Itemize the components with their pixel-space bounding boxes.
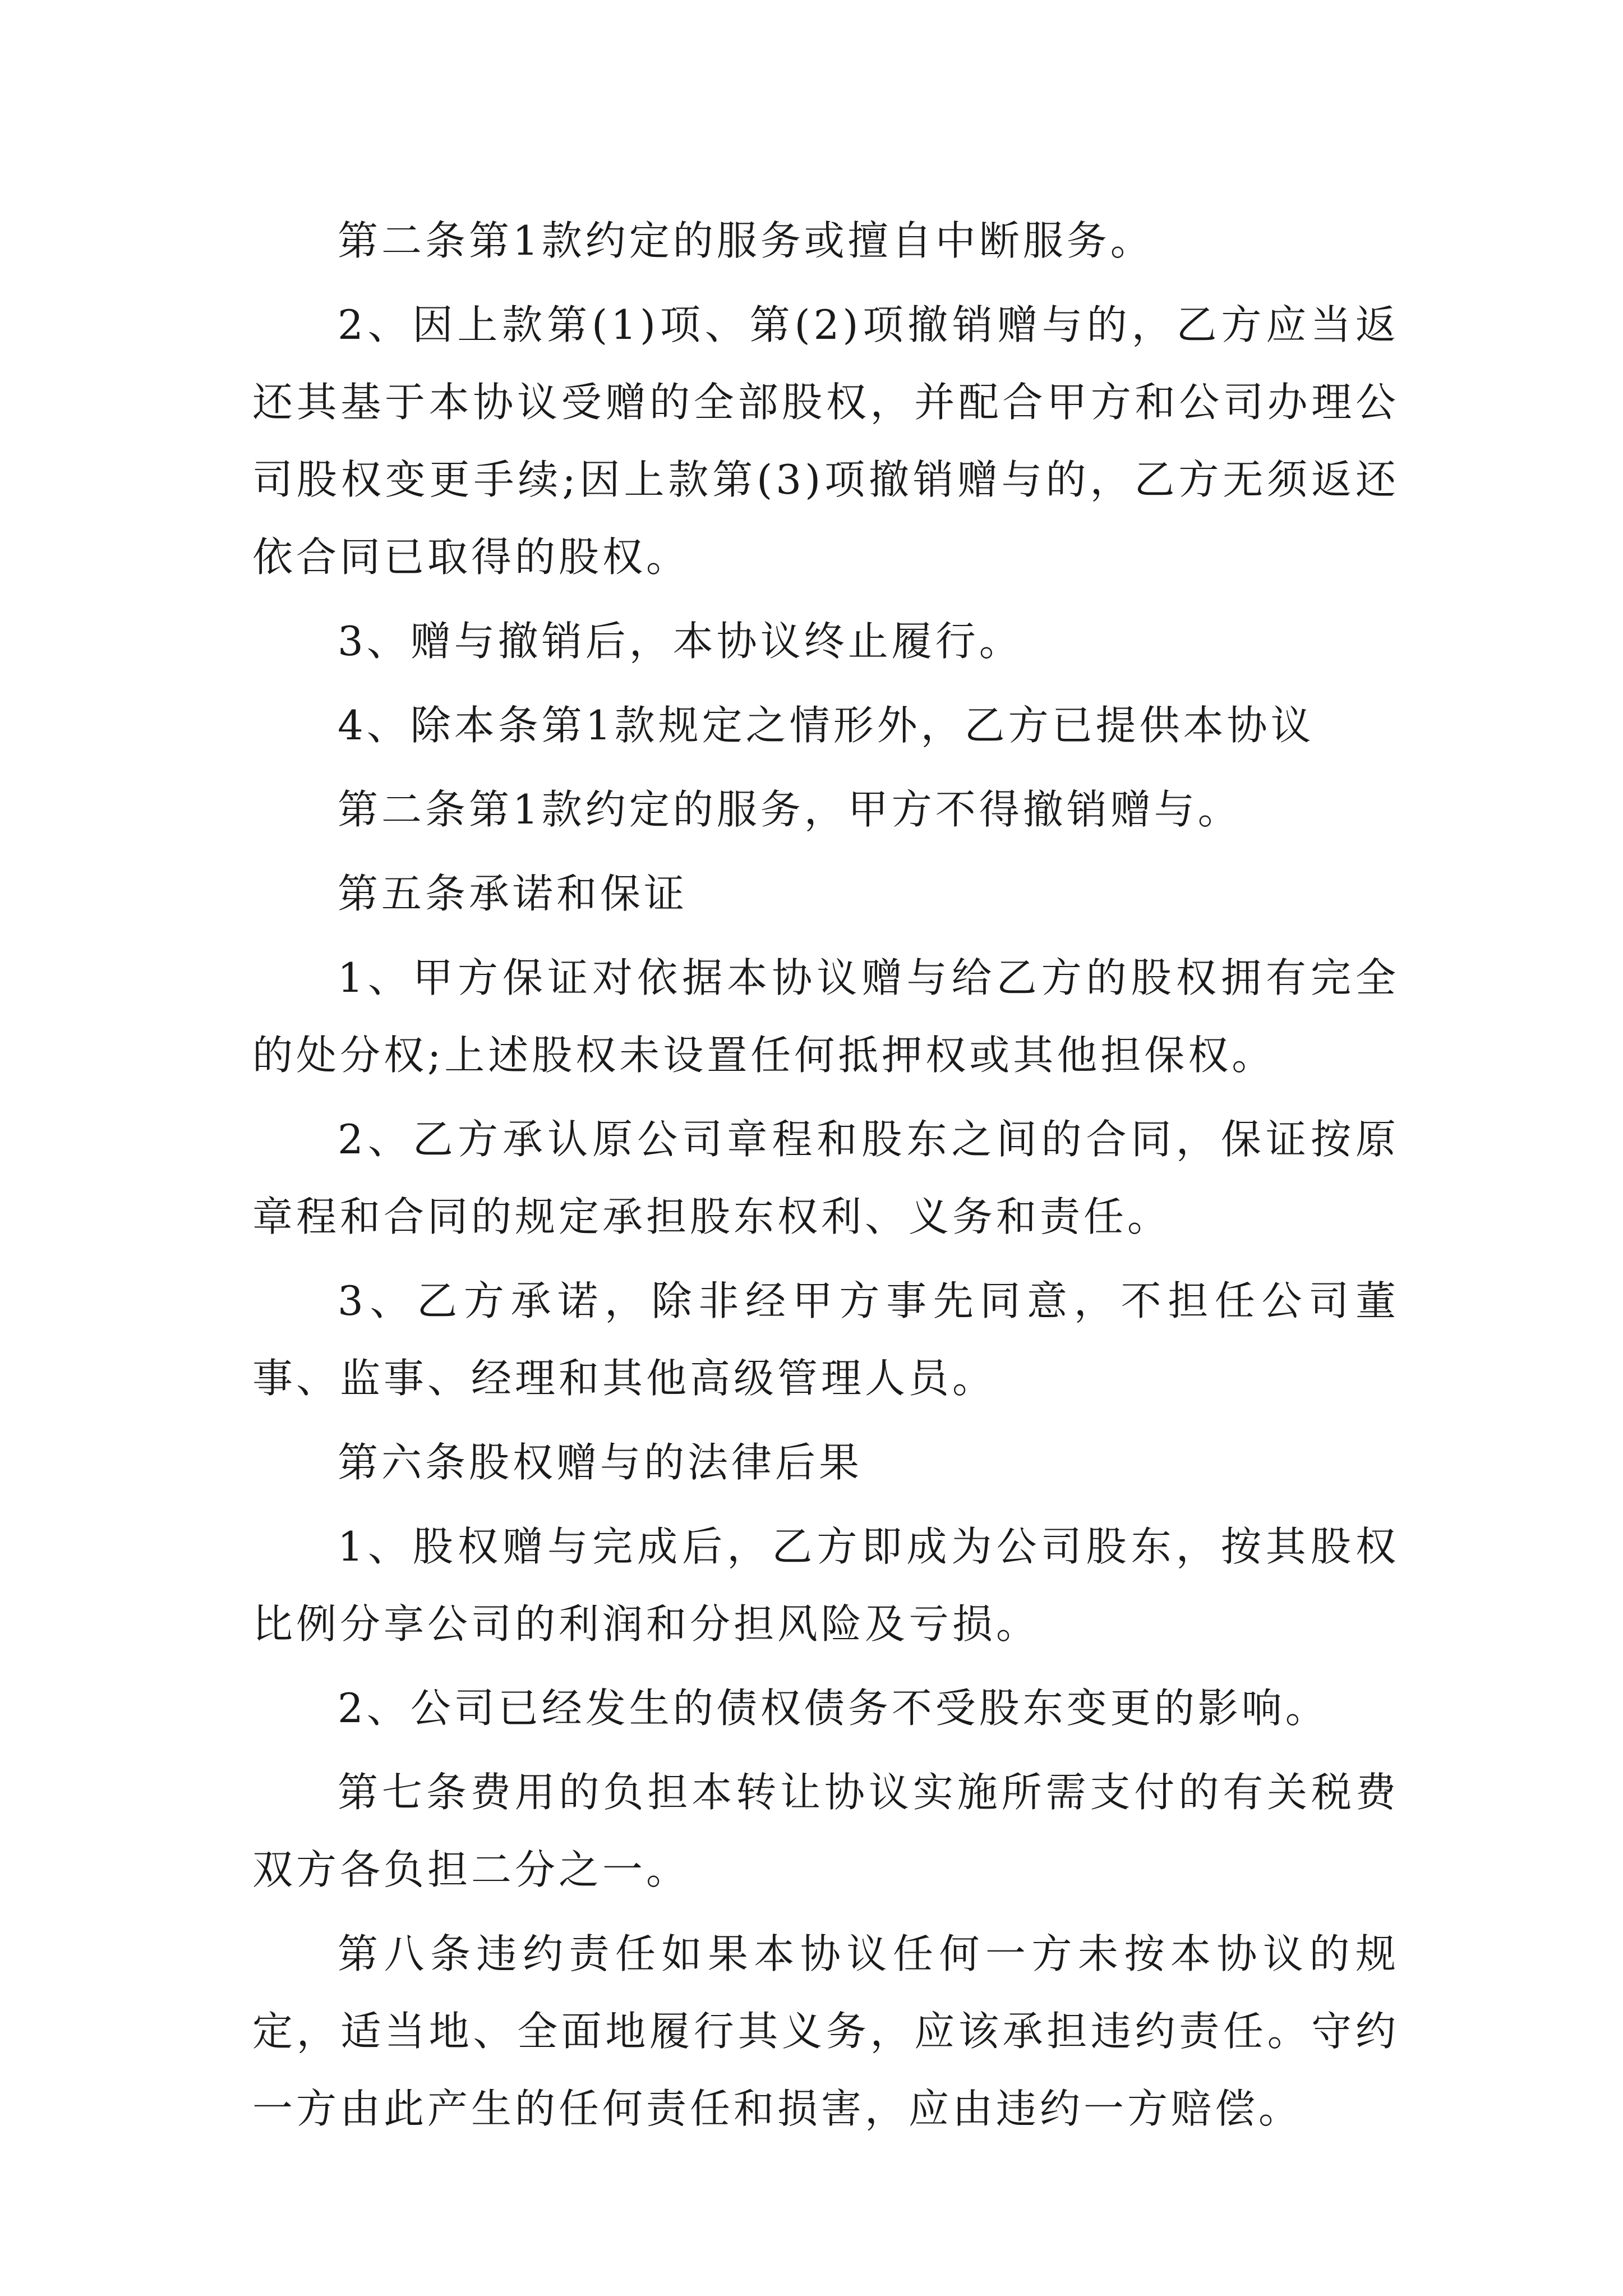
paragraph-7: 2、乙方承认原公司章程和股东之间的合同，保证按原章程和合同的规定承担股东权利、义务和责任。 [252, 1116, 1399, 1240]
paragraph-5: 第二条第1款约定的服务，甲方不得撤销赠与。 [338, 786, 1242, 833]
paragraph-6: 1、甲方保证对依据本协议赠与给乙方的股权拥有完全的处分权;上述股权未设置任何抵押权或其他担保权。 [252, 954, 1399, 1079]
paragraph-11: 第七条费用的负担本转让协议实施所需支付的有关税费双方各负担二分之一。 [252, 1769, 1399, 1893]
paragraph-8: 3、乙方承诺，除非经甲方事先同意，不担任公司董事、监事、经理和其他高级管理人员。 [252, 1277, 1399, 1402]
paragraph-10: 2、公司已经发生的债权债务不受股东变更的影响。 [338, 1685, 1329, 1732]
paragraph-1: 第二条第1款约定的服务或擅自中断服务。 [338, 217, 1154, 264]
paragraph-12: 第八条违约责任如果本协议任何一方未按本协议的规定，适当地、全面地履行其义务，应该承担违约责任。守约一方由此产生的任何责任和损害，应由违约一方赔偿。 [252, 1930, 1399, 2132]
paragraph-9: 1、股权赠与完成后，乙方即成为公司股东，按其股权比例分享公司的利润和分担风险及亏损。 [252, 1523, 1399, 1648]
document-body [252, 202, 1399, 2154]
paragraph-3: 3、赠与撤销后，本协议终止履行。 [338, 618, 1023, 665]
paragraph-4: 4、除本条第1款规定之情形外，乙方已提供本协议 [338, 702, 1315, 749]
section-heading-5: 第五条承诺和保证 [338, 870, 688, 917]
paragraph-2: 2、因上款第(1)项、第(2)项撤销赠与的，乙方应当返还其基于本协议受赠的全部股权，并配合甲方和公司办理公司股权变更手续;因上款第(3)项撤销赠与的，乙方无须返还依合同已取得的股权。 [252, 301, 1399, 581]
section-heading-6: 第六条股权赠与的法律后果 [338, 1439, 863, 1486]
